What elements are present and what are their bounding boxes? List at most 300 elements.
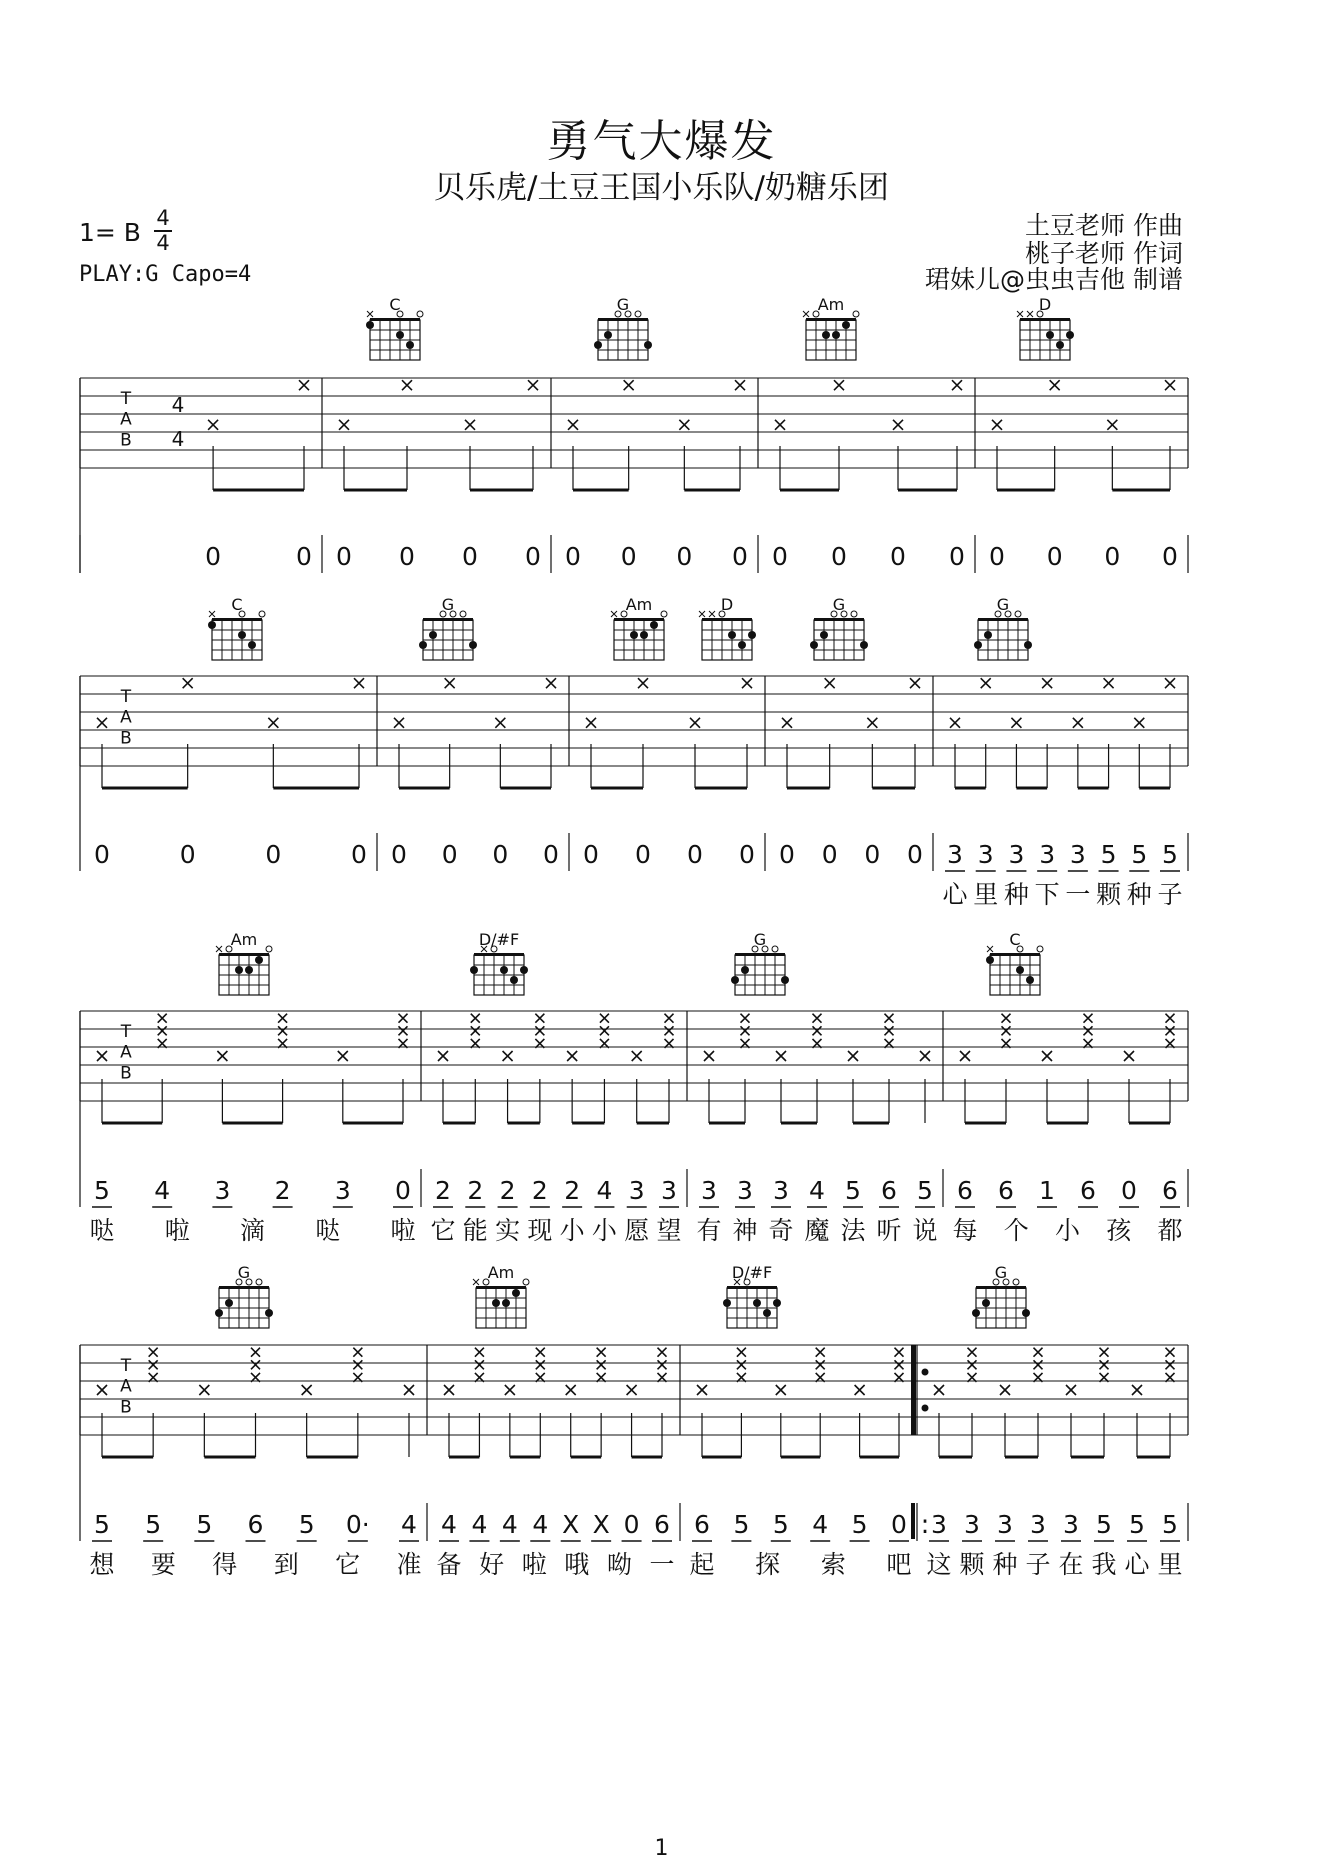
lyric-char: 我 (1091, 1550, 1117, 1579)
jianpu-note: 5 (845, 1176, 861, 1205)
finger-dot (650, 621, 658, 629)
muted-strum-mark (1104, 678, 1114, 688)
finger-dot (238, 631, 246, 639)
finger-dot (604, 331, 612, 339)
muted-strum-mark (895, 1360, 904, 1369)
mute-marker (216, 946, 222, 952)
muted-strum-mark (536, 1348, 545, 1357)
tab-clef-letter: A (120, 409, 132, 430)
song-title: 勇气大爆发 (546, 116, 777, 167)
jianpu-note: 0 (1046, 542, 1063, 571)
open-marker (417, 311, 423, 317)
jianpu-note: 5 (851, 1510, 868, 1539)
muted-strum-mark (1002, 1014, 1011, 1023)
muted-strum-mark (465, 420, 475, 430)
play-capo-info: PLAY:G Capo=4 (79, 262, 252, 287)
chord-name: G (832, 595, 846, 614)
muted-strum-mark (149, 1360, 158, 1369)
open-marker (661, 611, 667, 617)
chord-diagram (473, 1263, 529, 1328)
jianpu-note: 4 (401, 1510, 417, 1539)
muted-strum-mark (679, 420, 689, 430)
time-signature-bottom: 4 (156, 231, 170, 255)
muted-strum-mark (1165, 380, 1175, 390)
tab-system (80, 1345, 1188, 1579)
jianpu-note: 0 (1121, 1176, 1137, 1205)
jianpu-note: 0 (891, 1510, 907, 1539)
mute-marker (987, 946, 993, 952)
muted-strum-mark (471, 1014, 480, 1023)
lyric-char: 听 (876, 1216, 902, 1245)
muted-strum-mark (893, 420, 903, 430)
muted-strum-mark (813, 1014, 822, 1023)
finger-dot (1022, 1309, 1030, 1317)
jianpu-note: 6 (957, 1176, 973, 1205)
tab-clef-letter: B (120, 1397, 132, 1418)
muted-strum-mark (690, 718, 700, 728)
muted-strum-mark (934, 1385, 944, 1395)
jianpu-note: 0 (989, 542, 1005, 571)
jianpu-note: 5 (1129, 1510, 1145, 1539)
jianpu-note: 0 (391, 840, 407, 869)
open-marker (266, 946, 272, 952)
mute-marker (709, 611, 715, 617)
jianpu-note: 4 (532, 1510, 549, 1539)
finger-dot (429, 631, 437, 639)
muted-strum-mark (1100, 1348, 1109, 1357)
lyric-char: 魔 (804, 1216, 830, 1245)
mute-marker (611, 611, 617, 617)
jianpu-note: 5 (298, 1510, 315, 1539)
muted-strum-mark (505, 1385, 515, 1395)
open-marker (635, 311, 641, 317)
muted-strum-mark (1124, 1051, 1134, 1061)
muted-strum-mark (278, 1014, 287, 1023)
open-marker (772, 946, 778, 952)
muted-strum-mark (208, 420, 218, 430)
muted-strum-mark (536, 1360, 545, 1369)
chord-diagram (803, 295, 859, 360)
muted-strum-mark (353, 1360, 362, 1369)
muted-strum-mark (981, 678, 991, 688)
chord-diagram (594, 295, 652, 360)
muted-strum-mark (1132, 1385, 1142, 1395)
muted-strum-mark (597, 1348, 606, 1357)
muted-strum-mark (1034, 1348, 1043, 1357)
muted-strum-mark (741, 1014, 750, 1023)
muted-strum-mark (339, 420, 349, 430)
muted-strum-mark (776, 1385, 786, 1395)
muted-strum-mark (1000, 1385, 1010, 1395)
jianpu-note: 0 (583, 840, 599, 869)
muted-strum-mark (597, 1360, 606, 1369)
muted-strum-mark (535, 1026, 544, 1035)
finger-dot (982, 1299, 990, 1307)
mute-marker (803, 311, 809, 317)
lyric-char: 哒 (89, 1216, 115, 1245)
finger-dot (842, 321, 850, 329)
jianpu-note: 0 (864, 840, 881, 869)
jianpu-note: 5 (1131, 840, 1148, 869)
muted-strum-mark (475, 1360, 484, 1369)
muted-strum-mark (855, 1385, 865, 1395)
finger-dot (763, 1309, 771, 1317)
finger-dot (640, 631, 648, 639)
chord-diagram (216, 930, 272, 995)
lyric-char: 子 (1157, 880, 1183, 909)
mute-marker (699, 611, 705, 617)
jianpu-note: 0 (565, 542, 581, 571)
lyric-char: 在 (1058, 1550, 1084, 1579)
jianpu-note: 3 (997, 1510, 1013, 1539)
jianpu-note: 0 (462, 542, 478, 571)
muted-strum-mark (848, 1051, 858, 1061)
muted-strum-mark (816, 1348, 825, 1357)
jianpu-note: X (592, 1510, 610, 1539)
lyric-char: 里 (1157, 1550, 1183, 1579)
muted-strum-mark (885, 1014, 894, 1023)
jianpu-note: 3 (737, 1176, 753, 1205)
lyric-char: 小 (591, 1216, 617, 1245)
finger-dot (396, 331, 404, 339)
muted-strum-mark (399, 1026, 408, 1035)
chord-diagram (366, 295, 423, 360)
finger-dot (810, 641, 818, 649)
muted-strum-mark (438, 1051, 448, 1061)
lyric-char: 能 (462, 1216, 488, 1245)
chord-name: G (994, 1263, 1008, 1282)
jianpu-note: 1 (1039, 1176, 1055, 1205)
muted-strum-mark (546, 678, 556, 688)
chord-name: C (1009, 930, 1021, 949)
finger-dot (469, 641, 477, 649)
muted-strum-mark (1084, 1026, 1093, 1035)
jianpu-note: 0 (296, 542, 312, 571)
muted-strum-mark (158, 1026, 167, 1035)
jianpu-note: 5 (1096, 1510, 1112, 1539)
finger-dot (986, 956, 994, 964)
jianpu-note: 0 (779, 840, 795, 869)
jianpu-note: 5 (94, 1176, 110, 1205)
finger-dot (738, 641, 746, 649)
jianpu-note: 0 (635, 840, 651, 869)
chord-diagram (972, 1263, 1030, 1328)
muted-strum-mark (910, 678, 920, 688)
jianpu-note: 0 (94, 840, 110, 869)
jianpu-note: 3 (773, 1176, 789, 1205)
finger-dot (822, 331, 830, 339)
lyric-char: 每 (952, 1216, 978, 1245)
jianpu-note: 2 (531, 1176, 548, 1205)
jianpu-note: 0 (907, 840, 923, 869)
finger-dot (248, 641, 256, 649)
jianpu-note: 0 (1162, 542, 1178, 571)
jianpu-note: 0 (890, 542, 906, 571)
muted-strum-mark (278, 1026, 287, 1035)
repeat-start-sign: : (920, 1510, 930, 1540)
muted-strum-mark (302, 1385, 312, 1395)
muted-strum-mark (566, 1385, 576, 1395)
tab-clef-letter: B (120, 1063, 132, 1084)
muted-strum-mark (338, 1051, 348, 1061)
jianpu-note: 4 (501, 1510, 518, 1539)
jianpu-note: 5 (1100, 840, 1117, 869)
lyric-char: 得 (212, 1550, 238, 1579)
jianpu-note: 2 (435, 1176, 451, 1205)
muted-strum-mark (968, 1348, 977, 1357)
jianpu-note: 0 (205, 542, 222, 571)
muted-strum-mark (665, 1026, 674, 1035)
tab-clef-letter: T (120, 389, 132, 409)
finger-dot (644, 341, 652, 349)
jianpu-note: 4 (809, 1176, 825, 1205)
lyric-char: 小 (1054, 1216, 1081, 1245)
muted-strum-mark (624, 380, 634, 390)
muted-strum-mark (1134, 718, 1144, 728)
lyric-char: 想 (89, 1550, 115, 1579)
lyric-char: 颗 (1096, 880, 1122, 909)
muted-strum-mark (638, 678, 648, 688)
finger-dot (753, 1299, 761, 1307)
jianpu-note: 0 (831, 542, 847, 571)
finger-dot (741, 966, 749, 974)
jianpu-note: 0 (1104, 542, 1121, 571)
key-signature: 1= B (79, 218, 141, 247)
muted-strum-mark (782, 718, 792, 728)
muted-strum-mark (735, 380, 745, 390)
finger-dot (832, 331, 840, 339)
jianpu-note: 0 (772, 542, 788, 571)
open-marker (259, 611, 265, 617)
jianpu-note: 3 (1063, 1510, 1079, 1539)
jianpu-note: 0 (441, 840, 458, 869)
jianpu-note: 0 (336, 542, 352, 571)
jianpu-note: 3 (931, 1510, 947, 1539)
tab-clef-letter: T (120, 687, 132, 707)
lyric-char: 呦 (606, 1550, 632, 1579)
jianpu-note: 6 (1162, 1176, 1178, 1205)
jianpu-note: 0 (399, 542, 415, 571)
muted-strum-mark (299, 380, 309, 390)
muted-strum-mark (97, 718, 107, 728)
open-marker (256, 1279, 262, 1285)
time-signature-top: 4 (156, 206, 170, 230)
muted-strum-mark (1002, 1026, 1011, 1035)
muted-strum-mark (402, 380, 412, 390)
finger-dot (630, 631, 638, 639)
lyric-char: 备 (436, 1550, 462, 1579)
jianpu-note: 3 (701, 1176, 717, 1205)
jianpu-note: 0· (345, 1510, 370, 1539)
finger-dot (728, 631, 736, 639)
lyric-char: 心 (1124, 1550, 1150, 1579)
lyric-char: 望 (656, 1216, 682, 1245)
tab-clef-letter: A (120, 1376, 132, 1397)
chord-name: D/#F (731, 1263, 773, 1282)
lyric-char: 个 (1003, 1216, 1029, 1245)
muted-strum-mark (399, 1014, 408, 1023)
muted-strum-mark (404, 1385, 414, 1395)
chord-name: D (1038, 295, 1052, 314)
muted-strum-mark (1166, 1360, 1175, 1369)
chord-name: G (753, 930, 767, 949)
muted-strum-mark (1166, 1348, 1175, 1357)
finger-dot (820, 631, 828, 639)
jianpu-note: 3 (1069, 840, 1086, 869)
tab-clef-letter: A (120, 1042, 132, 1063)
muted-strum-mark (199, 1385, 209, 1395)
finger-dot (1016, 966, 1024, 974)
muted-strum-mark (149, 1348, 158, 1357)
muted-strum-mark (1050, 380, 1060, 390)
jianpu-note: 3 (214, 1176, 231, 1205)
jianpu-note: 5 (1162, 1510, 1178, 1539)
open-marker (460, 611, 466, 617)
lyric-char: 实 (495, 1216, 521, 1245)
jianpu-note: 0 (739, 840, 755, 869)
chord-name: G (237, 1263, 251, 1282)
chord-name: Am (230, 930, 258, 949)
finger-dot (419, 641, 427, 649)
jianpu-note: 2 (499, 1176, 516, 1205)
jianpu-note: 4 (441, 1510, 457, 1539)
open-marker (1015, 611, 1021, 617)
lyric-char: 孩 (1106, 1216, 1132, 1245)
finger-dot (500, 966, 508, 974)
muted-strum-mark (97, 1051, 107, 1061)
chord-diagram (208, 595, 265, 660)
jianpu-note: 3 (1030, 1510, 1046, 1539)
jianpu-note: X (562, 1510, 580, 1539)
finger-dot (781, 976, 789, 984)
open-marker (853, 311, 859, 317)
lyric-char: 一 (649, 1550, 675, 1579)
muted-strum-mark (97, 1385, 107, 1395)
lyric-char: 颗 (959, 1550, 985, 1579)
muted-strum-mark (813, 1026, 822, 1035)
muted-strum-mark (920, 1051, 930, 1061)
jianpu-note: 0 (265, 840, 282, 869)
lyric-char: 哦 (564, 1550, 590, 1579)
finger-dot (1024, 641, 1032, 649)
muted-strum-mark (353, 1348, 362, 1357)
mute-marker (1027, 311, 1033, 317)
open-marker (523, 1279, 529, 1285)
lyric-char: 种 (1003, 880, 1029, 909)
lyric-char: 有 (696, 1216, 722, 1245)
jianpu-note: 6 (694, 1510, 710, 1539)
muted-strum-mark (1107, 420, 1117, 430)
lyric-char: 心 (942, 880, 968, 909)
lyric-char: 里 (973, 880, 999, 909)
chord-diagram (1017, 295, 1074, 360)
jianpu-note: 0 (525, 542, 541, 571)
muted-strum-mark (535, 1014, 544, 1023)
open-marker (813, 311, 819, 317)
finger-dot (208, 621, 216, 629)
finger-dot (255, 956, 263, 964)
lyric-char: 啦 (164, 1216, 190, 1245)
finger-dot (731, 976, 739, 984)
finger-dot (502, 1299, 510, 1307)
tab-time-bottom: 4 (171, 427, 185, 451)
jianpu-note: 5 (196, 1510, 213, 1539)
muted-strum-mark (968, 1360, 977, 1369)
jianpu-note: 0 (623, 1510, 640, 1539)
lyric-char: 啦 (390, 1216, 416, 1245)
muted-strum-mark (867, 718, 877, 728)
lyric-char: 奇 (768, 1216, 794, 1245)
muted-strum-mark (627, 1385, 637, 1395)
jianpu-note: 3 (661, 1176, 677, 1205)
lyric-char: 它 (430, 1216, 456, 1245)
lyric-char: 子 (1025, 1550, 1051, 1579)
jianpu-note: 0 (821, 840, 838, 869)
lyric-char: 好 (479, 1550, 505, 1579)
muted-strum-mark (1011, 718, 1021, 728)
chord-name: C (389, 295, 401, 314)
jianpu-note: 0 (732, 542, 748, 571)
jianpu-note: 0 (949, 542, 965, 571)
finger-dot (972, 1309, 980, 1317)
jianpu-note: 2 (467, 1176, 484, 1205)
lyric-char: 这 (926, 1550, 952, 1579)
lyric-char: 它 (335, 1550, 361, 1579)
jianpu-note: 4 (596, 1176, 613, 1205)
lyric-char: 起 (689, 1550, 715, 1579)
chord-diagram (986, 930, 1043, 995)
lyric-char: 种 (992, 1550, 1018, 1579)
finger-dot (265, 1309, 273, 1317)
muted-strum-mark (1042, 678, 1052, 688)
jianpu-note: 0 (620, 542, 637, 571)
jianpu-note: 0 (179, 840, 196, 869)
tab-system (80, 676, 1188, 909)
muted-strum-mark (394, 718, 404, 728)
muted-strum-mark (528, 380, 538, 390)
finger-dot (215, 1309, 223, 1317)
open-marker (851, 611, 857, 617)
lyric-char: 吧 (886, 1550, 912, 1579)
artist-line: 贝乐虎/土豆王国小乐队/奶糖乐团 (434, 170, 889, 206)
muted-strum-mark (816, 1360, 825, 1369)
jianpu-note: 5 (917, 1176, 933, 1205)
tab-clef-letter: T (120, 1022, 132, 1042)
muted-strum-mark (1084, 1014, 1093, 1023)
finger-dot (492, 1299, 500, 1307)
muted-strum-mark (1066, 1385, 1076, 1395)
muted-strum-mark (632, 1051, 642, 1061)
lyric-char: 种 (1126, 880, 1152, 909)
chord-diagram (611, 595, 667, 660)
jianpu-note: 4 (812, 1510, 829, 1539)
chord-name: C (231, 595, 243, 614)
jianpu-note: 5 (94, 1510, 110, 1539)
muted-strum-mark (600, 1014, 609, 1023)
chord-diagram (419, 595, 477, 660)
jianpu-note: 6 (247, 1510, 264, 1539)
jianpu-note: 0 (351, 840, 367, 869)
finger-dot (520, 966, 528, 974)
chord-name: D (720, 595, 734, 614)
finger-dot (723, 1299, 731, 1307)
lyricist-credit: 桃子老师 作词 (1025, 239, 1183, 268)
page-number: 1 (654, 1836, 669, 1861)
finger-dot (470, 966, 478, 974)
transcriber-credit: 珺妹儿@虫虫吉他 制谱 (925, 265, 1183, 294)
tab-clef-letter: B (120, 430, 132, 451)
open-marker (621, 611, 627, 617)
